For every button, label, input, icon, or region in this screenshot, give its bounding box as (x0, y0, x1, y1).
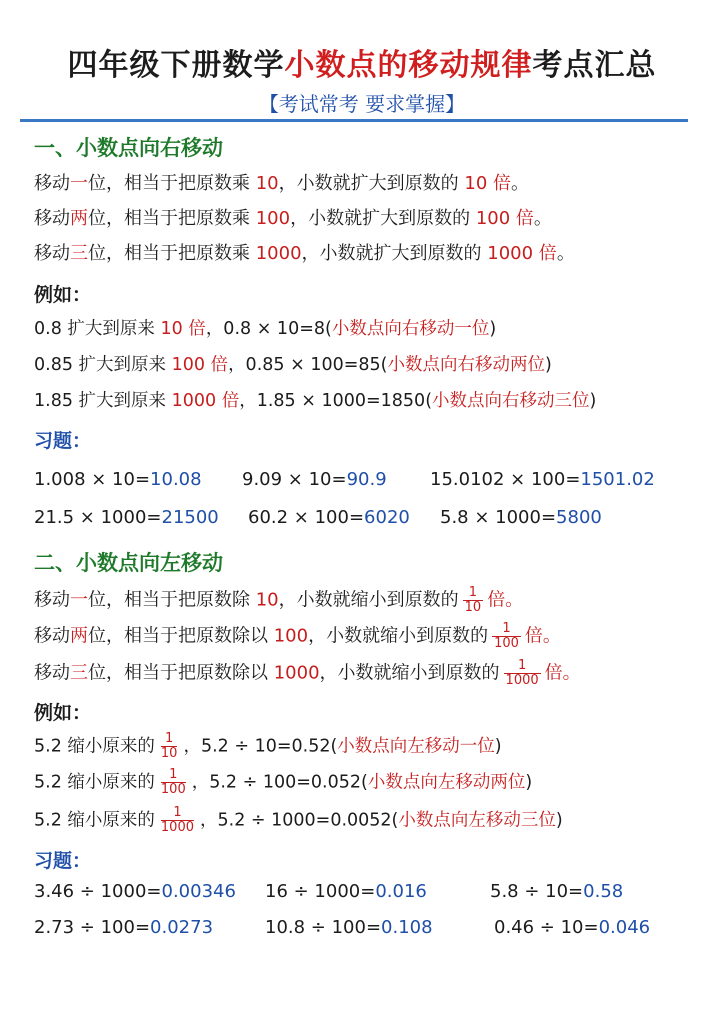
section2-example-3: 5.2 缩小原来的 $\frac{1}{1000}$ ，5.2 ÷ 1000=0.0052(小数点向左移动三位) (34, 805, 563, 835)
section1-heading: 一、小数点向右移动 (34, 132, 223, 162)
section2-exercise-6: 0.46 ÷ 10=0.046 (494, 917, 651, 938)
example-fraction-1-10: $\frac{1}{10}$ (160, 731, 178, 761)
example-fraction-1-100: $\frac{1}{100}$ (160, 767, 186, 797)
fraction-1-1000: $\frac{1}{1000}$ (505, 658, 539, 688)
section1-rule-1: 移动一位，相当于把原数乘 10，小数就扩大到原数的 10 倍。 (34, 173, 530, 194)
page-title (0, 40, 724, 84)
section2-example-1: 5.2 缩小原来的 $\frac{1}{10}$ ，5.2 ÷ 10=0.52(小数点向左移动一位) (34, 731, 502, 761)
title-prefix: 四年级下册数学 (67, 48, 285, 83)
section2-example-label: 例如： (34, 698, 91, 725)
section1-exercise-label: 习题： (34, 426, 91, 453)
section2-rule-2: 移动两位，相当于把原数除以 100，小数就缩小到原数的 $\frac{1}{100}$ 倍。 (34, 621, 561, 651)
section2-example-2: 5.2 缩小原来的 $\frac{1}{100}$ ，5.2 ÷ 100=0.052(小数点向左移动两位) (34, 767, 533, 797)
section1-exercise-1: 1.008 × 10=10.08 (34, 469, 202, 490)
section1-example-label: 例如： (34, 280, 91, 307)
section1-example-3: 1.85 扩大到原来 1000 倍，1.85 × 1000=1850(小数点向右移动三位) (34, 391, 597, 411)
section2-exercise-label: 习题： (34, 846, 91, 873)
fraction-1-10: $\frac{1}{10}$ (464, 585, 482, 615)
section1-example-1: 0.8 扩大到原来 10 倍，0.8 × 10=8(小数点向右移动一位) (34, 319, 497, 339)
section2-rule-3: 移动三位，相当于把原数除以 1000，小数就缩小到原数的 $\frac{1}{1000}$ 倍。 (34, 658, 581, 688)
section1-exercise-2: 9.09 × 10=90.9 (242, 469, 387, 490)
section2-exercise-1: 3.46 ÷ 1000=0.00346 (34, 881, 236, 902)
example-fraction-1-1000: $\frac{1}{1000}$ (160, 805, 194, 835)
section1-rule-3: 移动三位，相当于把原数乘 1000，小数就扩大到原数的 1000 倍。 (34, 243, 575, 264)
section2-rule-1: 移动一位，相当于把原数除 10，小数就缩小到原数的 $\frac{1}{10}$ 倍。 (34, 585, 524, 615)
title-divider (20, 119, 688, 122)
section1-example-2: 0.85 扩大到原来 100 倍，0.85 × 100=85(小数点向右移动两位) (34, 355, 552, 375)
section1-exercise-4: 21.5 × 1000=21500 (34, 507, 219, 528)
page-subtitle: 【考试常考 要求掌握】 (258, 92, 466, 116)
section1-rule-2: 移动两位，相当于把原数乘 100，小数就扩大到原数的 100 倍。 (34, 208, 552, 229)
fraction-1-100: $\frac{1}{100}$ (494, 621, 519, 651)
title-highlight: 小数点的移动规律 (284, 48, 533, 83)
section1-exercise-3: 15.0102 × 100=1501.02 (430, 469, 655, 490)
section2-exercise-5: 10.8 ÷ 100=0.108 (265, 917, 433, 938)
section1-exercise-5: 60.2 × 100=6020 (248, 507, 410, 528)
section2-exercise-2: 16 ÷ 1000=0.016 (265, 881, 427, 902)
title-suffix: 考点汇总 (532, 48, 657, 83)
section1-exercise-6: 5.8 × 1000=5800 (440, 507, 602, 528)
section2-exercise-3: 5.8 ÷ 10=0.58 (490, 881, 624, 902)
section2-exercise-4: 2.73 ÷ 100=0.0273 (34, 917, 214, 938)
section2-heading: 二、小数点向左移动 (34, 547, 223, 577)
